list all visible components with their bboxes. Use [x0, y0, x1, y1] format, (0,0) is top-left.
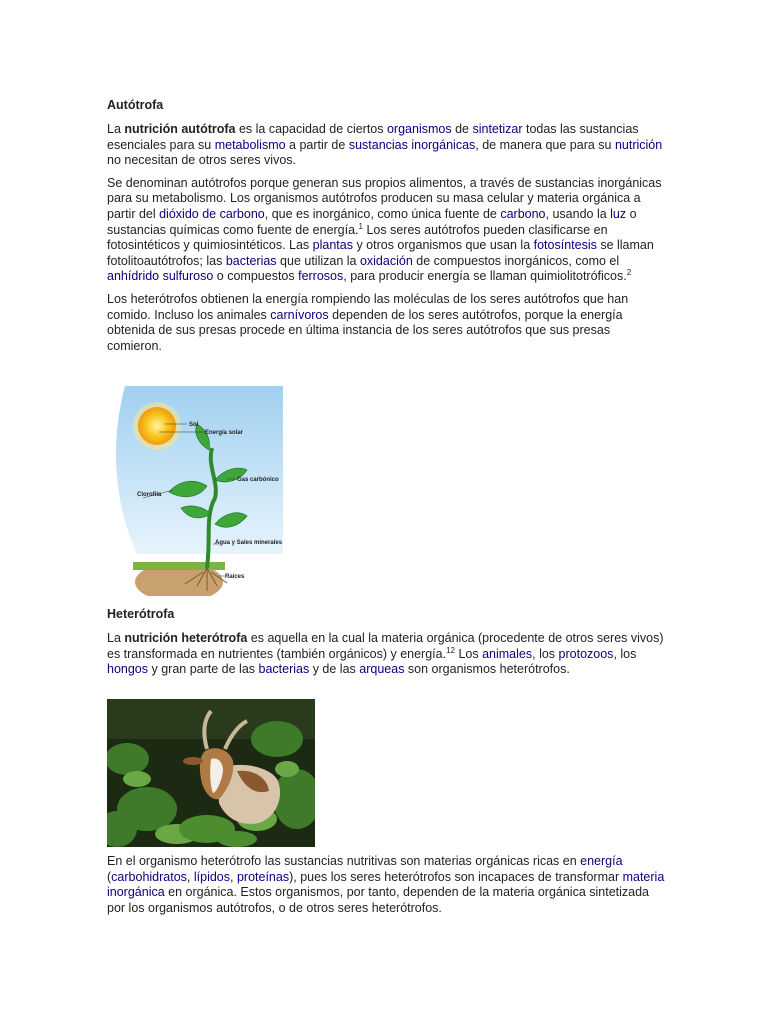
- text-run: Los: [454, 646, 483, 661]
- label-agua-sales: Agua y Sales minerales: [215, 540, 283, 546]
- paragraph-heterotrofa-1: [107, 631, 667, 678]
- text-run: no necesitan de otros seres vivos.: [107, 153, 296, 168]
- link-energía[interactable]: energía: [580, 854, 623, 868]
- text-run: todas las sustancias esenciales para su: [107, 122, 639, 152]
- link-animales[interactable]: animales: [482, 646, 533, 661]
- text-run: y gran parte de las: [148, 662, 259, 677]
- link-anhídrido-sulfuroso[interactable]: anhídrido sulfuroso: [107, 269, 214, 284]
- footnote-ref[interactable]: 1: [358, 221, 363, 231]
- sun-icon: [133, 402, 181, 450]
- paragraph-autotrofa-2: [107, 176, 667, 285]
- footnote-ref[interactable]: 12: [446, 645, 455, 655]
- text-run: es aquella en la cual la materia orgánica (procedente de otros seres vivos) es transformada en nutrientes (también orgánicos) y energía.: [107, 631, 664, 661]
- text-run: , los: [532, 646, 559, 661]
- bold-term: nutrición heterótrofa: [124, 631, 248, 645]
- heading-autotrofa: Autótrofa: [107, 98, 164, 112]
- section-heterotrofa: [107, 605, 667, 685]
- text-run: de: [451, 122, 473, 136]
- text-run: La: [107, 122, 125, 136]
- text-run: dependen de los seres autótrofos, porque la energía obtenida de sus presas procede en última instancia de los seres autótrofos que sus presas comieron.: [107, 307, 623, 353]
- link-carbohidratos[interactable]: carbohidratos: [111, 869, 187, 884]
- link-hongos[interactable]: hongos: [107, 662, 149, 677]
- link-sintetizar[interactable]: sintetizar: [472, 122, 523, 136]
- text-run: , que es inorgánico, como única fuente de: [264, 206, 501, 221]
- text-run: La: [107, 631, 125, 645]
- link-ferrosos[interactable]: ferrosos: [298, 269, 344, 284]
- photosynthesis-diagram: [107, 386, 287, 596]
- label-clorofila: Clorofila: [137, 492, 162, 498]
- link-organismos[interactable]: organismos: [386, 122, 452, 136]
- bold-term: nutrición autótrofa: [124, 122, 236, 136]
- paragraph-autotrofa-1: [107, 122, 667, 169]
- text-run: de compuestos inorgánicos, como el: [412, 253, 620, 268]
- link-nutrición[interactable]: nutrición: [614, 137, 663, 152]
- goat-photo: [107, 699, 315, 847]
- link-materia-inorgánica[interactable]: materia inorgánica: [107, 869, 665, 900]
- link-metabolismo[interactable]: metabolismo: [214, 137, 286, 152]
- text-run: ), pues los seres heterótrofos son incapaces de transformar: [289, 869, 623, 884]
- text-run: , para producir energía se llaman quimiolitotróficos.: [343, 269, 627, 284]
- text-run: Se denominan autótrofos porque generan sus propios alimentos, a través de sustancias inorgánicas para su metabolismo. Los organismos autótrofos producen su masa celular y materia orgánica a partir del: [107, 175, 662, 221]
- text-run: (: [107, 869, 112, 884]
- link-oxidación[interactable]: oxidación: [359, 253, 413, 268]
- text-run: En el organismo heterótrofo las sustancias nutritivas son materias orgánicas ricas en: [107, 854, 581, 868]
- link-plantas[interactable]: plantas: [312, 238, 353, 253]
- label-raices: Raíces: [225, 574, 245, 580]
- text-run: en orgánica. Estos organismos, por tanto, dependen de la materia orgánica sintetizada por los organismos autótrofos, o de otros seres heterótrofos.: [107, 885, 650, 915]
- text-run: o sustancias químicas como fuente de energía.: [107, 206, 637, 237]
- link-carnívoros[interactable]: carnívoros: [270, 307, 329, 322]
- link-fotosíntesis[interactable]: fotosíntesis: [533, 238, 597, 253]
- text-run: ,: [230, 869, 237, 884]
- label-gas-carbonico: Gas carbónico: [237, 477, 279, 483]
- paragraph-autotrofa-3: [107, 292, 667, 354]
- text-run: y otros organismos que usan la: [352, 238, 534, 253]
- document-page: [107, 96, 667, 915]
- link-bacterias[interactable]: bacterias: [258, 662, 310, 677]
- text-run: que utilizan la: [276, 253, 360, 268]
- text-run: Los seres autótrofos pueden clasificarse en fotosintéticos y quimiosintéticos. Las: [107, 222, 608, 253]
- text-run: se llaman fotolitoautótrofos; las: [107, 238, 654, 268]
- text-run: a partir de: [285, 137, 349, 152]
- link-lípidos[interactable]: lípidos: [193, 869, 231, 884]
- text-run: o compuestos: [213, 269, 299, 284]
- text-run: , usando la: [545, 206, 611, 221]
- link-sustancias-inorgánicas[interactable]: sustancias inorgánicas: [348, 137, 476, 152]
- link-arqueas[interactable]: arqueas: [359, 662, 405, 677]
- link-luz[interactable]: luz: [610, 206, 627, 221]
- text-run: y de las: [309, 662, 360, 677]
- section-heterotrofa-continued: [107, 854, 667, 923]
- link-protozoos[interactable]: protozoos: [558, 646, 614, 661]
- link-bacterias[interactable]: bacterias: [225, 253, 277, 268]
- text-run: es la capacidad de ciertos: [235, 122, 387, 136]
- link-proteínas[interactable]: proteínas: [236, 869, 290, 884]
- footnote-ref[interactable]: 2: [626, 268, 632, 278]
- link-dióxido-de-carbono[interactable]: dióxido de carbono: [159, 206, 265, 221]
- text-run: , los: [613, 646, 637, 661]
- text-run: ,: [186, 869, 194, 884]
- paragraph-heterotrofa-2: [107, 854, 667, 916]
- label-sol: Sol: [189, 422, 199, 428]
- text-run: son organismos heterótrofos.: [404, 662, 570, 677]
- link-carbono[interactable]: carbono: [500, 206, 546, 221]
- text-run: Los heterótrofos obtienen la energía rompiendo las moléculas de los seres autótrofos que han comido. Incluso los animales: [107, 291, 629, 322]
- label-energia-solar: Energía solar: [205, 430, 244, 436]
- text-run: , de manera que para su: [475, 137, 615, 152]
- heading-heterotrofa: Heterótrofa: [107, 607, 175, 621]
